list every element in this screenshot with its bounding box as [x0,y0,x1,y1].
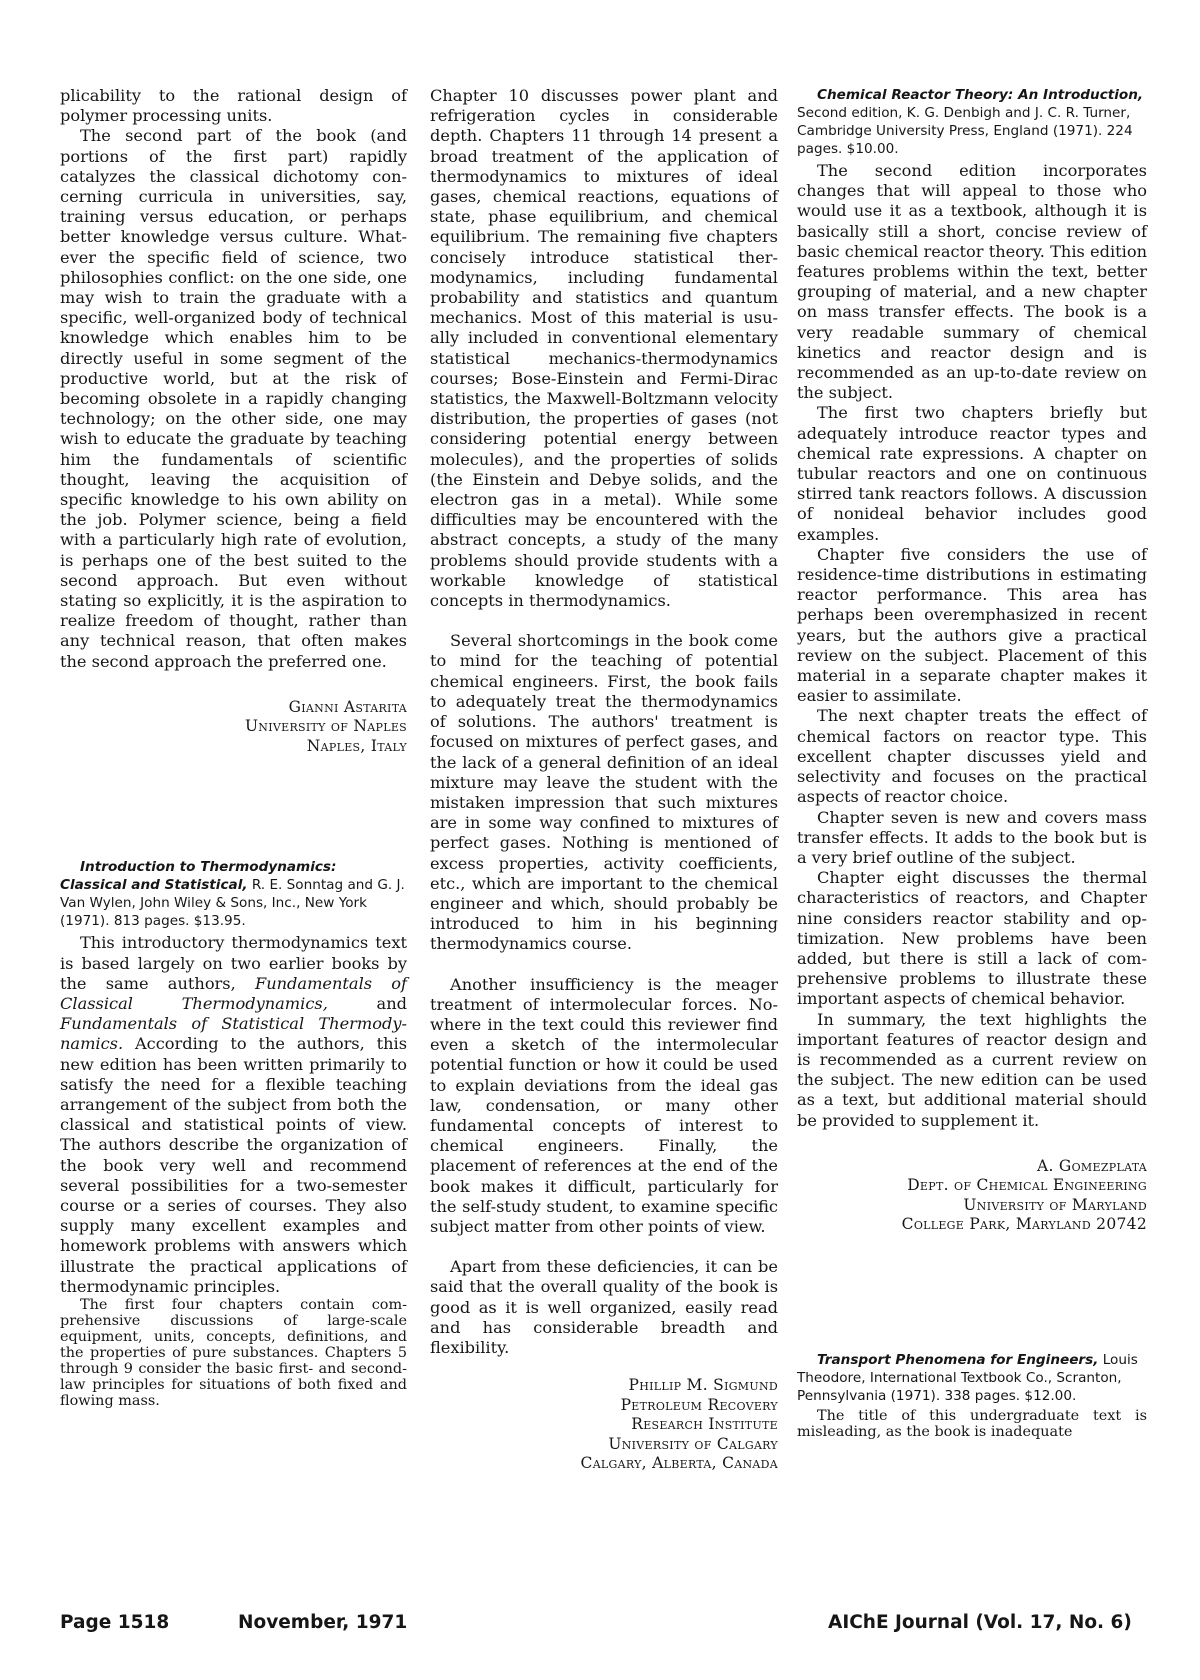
paragraph: In summary, the text highlights the important features of reactor design and is recommended as a current review on the subject. The new edition can be used as a text, but additional material should be provided to supplement it. [797,1009,1147,1130]
book-citation: Second edition, K. G. Denbigh and J. C. R. Turner, Cambridge University Press, England (1971). 224 pages. $10.00. [797,105,1133,157]
paragraph: Chapter seven is new and covers mass transfer effects. It adds to the book but is a very brief outline of the subject. [797,807,1147,867]
reviewer-location: Calgary, Alberta, Canada [580,1454,778,1473]
paragraph: Chapter 10 discusses power plant and refrigeration cycles in considerable depth. Chapters 11 through 14 present a broad treatment of the application of thermodynamics to mixtures of ideal gases, chemical reactions, equations of state, phase equilibrium, and chemical equilibrium. The remaining five chapters concisely introduce statistical thermodynamics, including fundamental probability and statistics and quantum mechanics. Most of this material is usually included in conventional elementary statistical mechanics-thermodynamics courses; Bose-Einstein and Fermi-Dirac statistics, the Maxwell-Boltzmann velocity distribution, the properties of gases (not considering potential energy between molecules), and the properties of solids (the Einstein and Debye solids, and the electron gas in a metal). While some difficulties may be encountered with the abstract concepts, a study of the many problems should provide students with a workable knowledge of statistical concepts in thermodynamics. [430,86,778,611]
book-title-inline: Fundamentals of Classical Thermodynamics, [60,973,408,1013]
paragraph: The second part of the book (and portions of the first part) rapidly catalyzes the classical dichotomy concerning curricula in universities, say, training versus education, or perhaps better knowledge versus culture. Whatever the specific field of science, two philosophies conflict: on the one side, one may wish to train the graduate with a specific, well-organized body of technical knowledge which enables him to be directly useful in some segment of the productive world, but at the risk of becoming obsolete in a rapidly changing technology; on the other side, one may wish to educate the graduate by teaching him the fundamentals of scientific thought, leaving the acquisition of specific knowledge to his own ability on the job. Polymer science, being a field with a particularly high rate of evolution, is perhaps one of the best suited to the second approach. But even without stating so explicitly, it is the aspiration to realize freedom of thought, rather than any technical reason, that often makes the second approach the preferred one. [60,126,407,671]
paragraph: The first four chapters contain comprehensive discussions of large-scale equipment, units, concepts, definitions, and the properties of pure substances. Chapters 5 through 9 consider the basic first- and second-law principles for situations of both fixed and flowing mass. [60,1297,407,1410]
reviewer-signature [430,1376,778,1474]
reviewer-name: A. Gomezplata [1036,1156,1147,1175]
reviewer-affiliation: University of Maryland [963,1195,1147,1214]
reviewer-location: Naples, Italy [306,736,407,755]
column-middle [430,86,778,1474]
paragraph-continued: plicability to the rational design of polymer processing units. [60,86,407,126]
review-heading [797,1351,1147,1405]
column-right [797,86,1147,1440]
reviewer-affiliation: Dept. of Chemical Engineering [907,1176,1147,1195]
paragraph: The first two chapters briefly but adequately introduce reactor types and chemical rate expressions. A chapter on tubular reactors and one on continuous stirred tank reactors follows. A discussion of nonideal behavior includes good examples. [797,403,1147,544]
reviewer-signature [60,698,407,757]
book-citation: R. E. Sonntag and G. J. Van Wylen, John Wiley & Sons, Inc., New York (1971). 813 pages. $13.95. [60,877,405,930]
reviewer-affiliation: Petroleum Recovery [620,1395,778,1414]
reviewer-affiliation: Research Institute [631,1415,778,1434]
page-number: Page 1518 [60,1612,170,1633]
paragraph: The second edition incorporates changes that will appeal to those who would use it as a textbook, although it is basically still a short, concise review of basic chemical reactor theory. This edition features problems within the text, better grouping of material, and a new chapter on mass transfer effects. The book is a very readable summary of chemical kinetics and reactor design and is recommended as an up-to-date review on the subject. [797,161,1147,403]
paragraph: Several shortcomings in the book come to mind for the teaching of potential chemical engineers. First, the book fails to adequately treat the thermodynamics of solutions. The authors' treatment is focused on mixtures of perfect gases, and the lack of a general definition of an ideal mixture may leave the student with the mistaken impression that such mixtures are in some way confined to mixtures of perfect gases. Nothing is mentioned of excess properties, activity coefficients, etc., which are important to the chemical engineer and which, should probably be introduced to him in his beginning thermodynamics course. [430,631,778,954]
paragraph: The next chapter treats the effect of chemical factors on reactor type. This excellent chapter discusses yield and selectivity and focuses on the practical aspects of reactor choice. [797,706,1147,807]
reviewer-signature [797,1157,1147,1235]
paragraph: This introductory thermodynamics text is based largely on two earlier books by the same authors, Fundamentals of Classical Thermodynamics, and Fundamentals of Statistical Thermodynamics. According to the authors, this new edition has been written primarily to satisfy the need for a flexible teaching arrangement of the subject from both the classical and statistical points of view. The authors describe the organization of the book very well and recommend several possibilities for a two-semester course or a series of courses. They also supply many excellent examples and homework problems with answers which illustrate the practical applications of thermodynamic principles. [60,933,408,1296]
book-title-inline: Fundamentals of Statistical Thermodynamics. [60,1014,407,1054]
review-heading [60,858,407,930]
reviewer-affiliation: University of Calgary [608,1434,778,1453]
reviewer-location: College Park, Maryland 20742 [901,1215,1147,1234]
column-left [60,86,407,1409]
paragraph: Chapter five considers the use of residence-time distributions in estimating reactor performance. This area has perhaps been overemphasized in recent years, but the authors give a practical review on the subject. Placement of this material in a separate chapter makes it easier to assimilate. [797,544,1147,706]
book-title: Chemical Reactor Theory: An Introduction, [817,87,1144,103]
book-title: Introduction to Thermodynamics: Classical and Statistical, [60,859,337,894]
issue-date: November, 1971 [238,1612,408,1633]
reviewer-name: Gianni Astarita [288,697,407,716]
book-citation: Louis Theodore, International Textbook Co., Scranton, Pennsylvania (1971). 338 pages. $12.00. [797,1351,1138,1404]
journal-name: AIChE Journal (Vol. 17, No. 6) [828,1612,1132,1633]
book-title: Transport Phenomena for Engineers, [817,1351,1099,1368]
reviewer-name: Phillip M. Sigmund [628,1376,778,1395]
reviewer-affiliation: University of Naples [244,717,407,736]
paragraph: Another insufficiency is the meager treatment of intermolecular forces. Nowhere in the text could this reviewer find even a sketch of the intermolecular potential function or how it could be used to explain deviations from the ideal gas law, condensation, or many other fundamental concepts of interest to chemical engineers. Finally, the placement of references at the end of the book makes it difficult, particularly for the self-study student, to examine specific subject matter from other points of view. [430,974,778,1236]
paragraph: Chapter eight discusses the thermal characteristics of reactors, and Chapter nine considers reactor stability and optimization. New problems have been added, but there is still a lack of comprehensive problems to illustrate these important aspects of chemical behavior. [797,868,1147,1009]
paragraph: The title of this undergraduate text is misleading, as the book is inadequate [797,1407,1147,1440]
paragraph: Apart from these deficiencies, it can be said that the overall quality of the book is good as it is well organized, easily read and has considerable breadth and flexibility. [430,1257,778,1357]
review-heading [797,86,1147,158]
